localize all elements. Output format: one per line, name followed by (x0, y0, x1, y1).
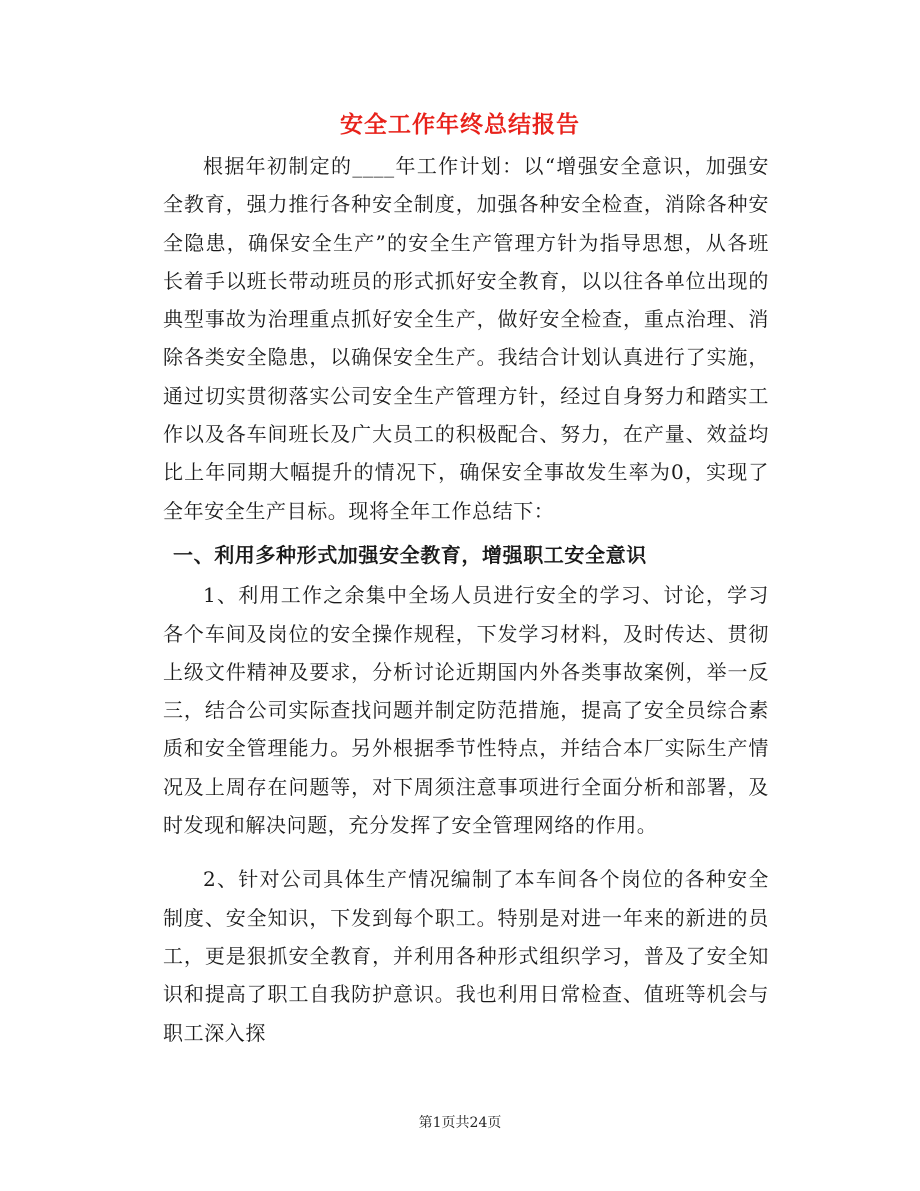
section-heading-1: 一、利用多种形式加强安全教育，增强职工安全意识 (173, 542, 647, 567)
document-body (163, 147, 769, 1052)
section-1-item-2: 2、针对公司具体生产情况编制了本车间各个岗位的各种安全制度、安全知识，下发到每个职工。特别是对进一年来的新进的员工，更是狠抓安全教育，并利用各种形式组织学习，普及了安全知识和提高了职工自我防护意识。我也利用日常检查、值班等机会与职工深入探 (163, 867, 769, 1045)
section-1-item-1: 1、利用工作之余集中全场人员进行安全的学习、讨论，学习各个车间及岗位的安全操作规程，下发学习材料，及时传达、贯彻上级文件精神及要求，分析讨论近期国内外各类事故案例，举一反三，结合公司实际查找问题并制定防范措施，提高了安全员综合素质和安全管理能力。另外根据季节性特点，并结合本厂实际生产情况及上周存在问题等，对下周须注意事项进行全面分析和部署，及时发现和解决问题，充分发挥了安全管理网络的作用。 (163, 583, 769, 838)
document-title: 安全工作年终总结报告 (340, 111, 580, 138)
intro-paragraph: 根据年初制定的____年工作计划：以“增强安全意识，加强安全教育，强力推行各种安全制度，加强各种安全检查，消除各种安全隐患，确保安全生产”的安全生产管理方针为指导思想，从各班长着手以班长带动班员的形式抓好安全教育，以以往各单位出现的典型事故为治理重点抓好安全生产，做好安全检查，重点治理、消除各类安全隐患，以确保安全生产。我结合计划认真进行了实施，通过切实贯彻落实公司安全生产管理方针，经过自身努力和踏实工作以及各车间班长及广大员工的积极配合、努力，在产量、效益均比上年同期大幅提升的情况下，确保安全事故发生率为0，实现了全年安全生产目标。现将全年工作总结下： (163, 154, 769, 523)
paragraph-spacer (163, 844, 769, 860)
page-number-footer: 第1页共24页 (418, 1115, 502, 1131)
